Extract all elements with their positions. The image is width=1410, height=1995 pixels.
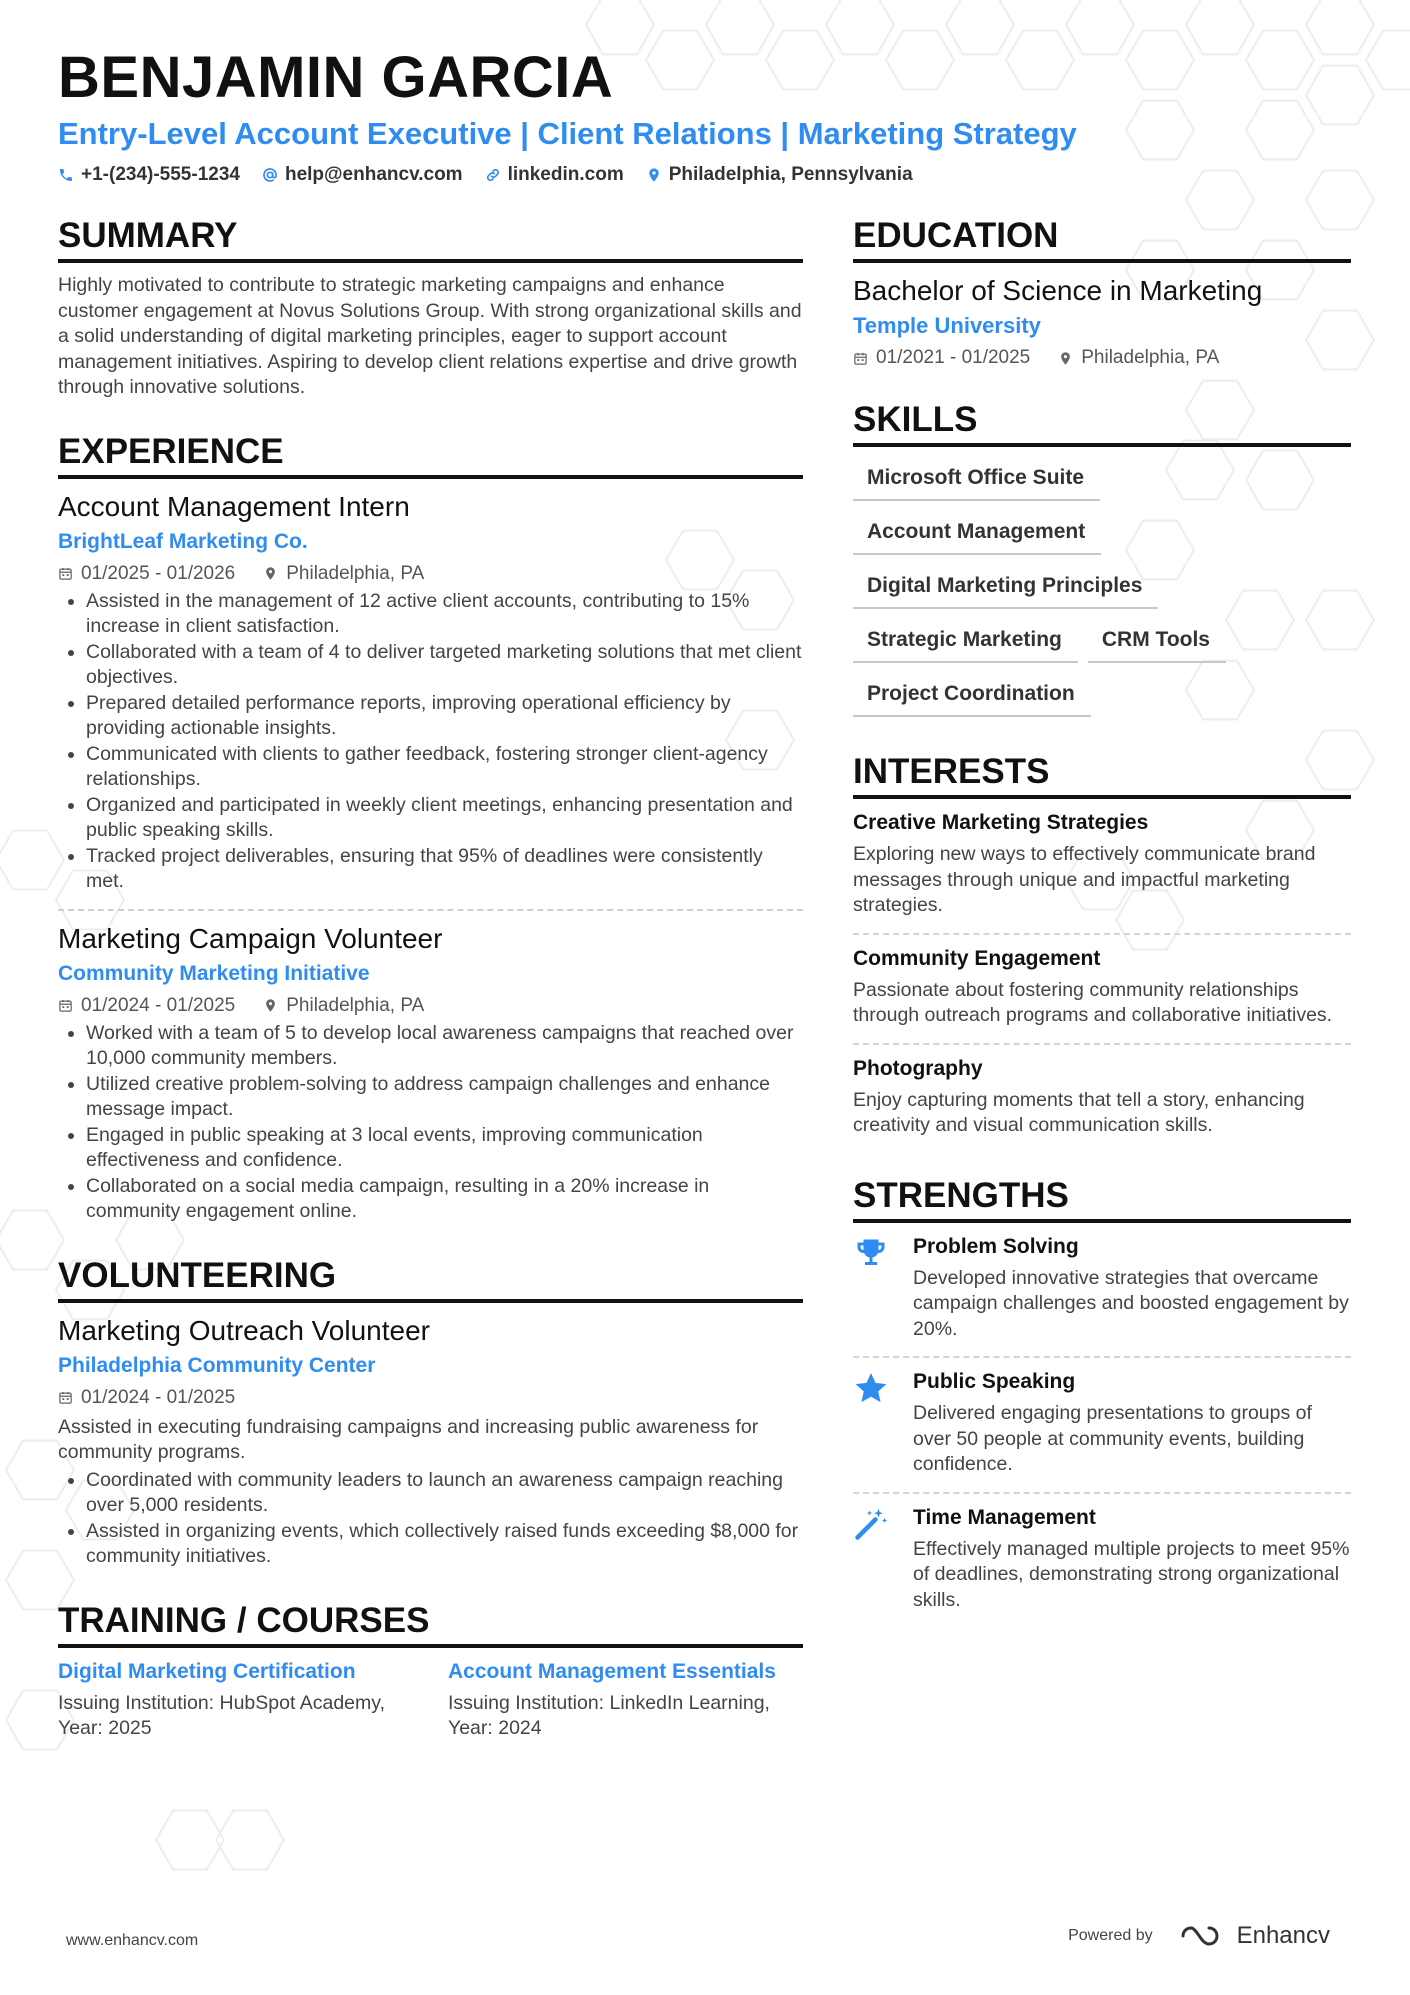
strength-item — [853, 1504, 1351, 1622]
map-pin-icon — [263, 998, 278, 1013]
job-dates: 01/2025 - 01/2026 — [81, 562, 236, 584]
job-bullets — [58, 589, 803, 895]
strength-divider — [853, 1492, 1351, 1494]
skill-tag: Project Coordination — [853, 673, 1091, 717]
map-pin-icon — [646, 167, 662, 183]
training-item — [58, 1658, 408, 1742]
bullet-item: • Engaged in public speaking at 3 local events, improving communication effectiveness and confidence. — [86, 1123, 803, 1174]
job-role: Marketing Campaign Volunteer — [58, 922, 443, 954]
strength-desc: Developed innovative strategies that overcame campaign challenges and boosted engagement by 20%. — [913, 1266, 1349, 1340]
interest-name: Creative Marketing Strategies — [853, 811, 1149, 834]
training-desc: Issuing Institution: LinkedIn Learning, Year: 2024 — [448, 1691, 770, 1739]
skill-tag: Digital Marketing Principles — [853, 565, 1158, 609]
training-item — [448, 1658, 798, 1742]
volunteering-entry — [58, 1313, 803, 1578]
bullet-item: • Prepared detailed performance reports, improving operational efficiency by providing actionable insights. — [86, 691, 803, 742]
summary-text: Highly motivated to contribute to strategic marketing campaigns and enhance customer engagement at Novus Solutions Group. With strong organizational skills and a solid understanding of digital marketing principles, eager to support account management initiatives. Aspiring to develop client relations expertise and drive growth through innovative solutions. — [58, 274, 802, 398]
bullet-item: • Assisted in the management of 12 active client accounts, contributing to 15% increase in client satisfaction. — [86, 589, 803, 640]
resume-header — [58, 44, 1358, 186]
contact-email[interactable] — [262, 164, 463, 186]
calendar-icon — [58, 1390, 73, 1405]
strengths-section — [853, 1175, 1351, 1622]
contact-linkedin[interactable] — [485, 164, 624, 186]
interest-item — [853, 809, 1351, 927]
interest-desc: Enjoy capturing moments that tell a story, enhancing creativity and visual communication skills. — [853, 1088, 1305, 1136]
strength-item — [853, 1368, 1351, 1486]
bullet-item: • Utilized creative problem-solving to address campaign challenges and enhance message impact. — [86, 1072, 803, 1123]
magic-wand-icon — [853, 1506, 889, 1542]
contact-location — [646, 164, 913, 186]
interest-divider — [853, 1043, 1351, 1045]
job-location: Philadelphia, PA — [286, 562, 425, 584]
volunteer-description: Assisted in executing fundraising campaigns and increasing public awareness for community programs. — [58, 1415, 759, 1463]
volunteer-org: Philadelphia Community Center — [58, 1353, 376, 1377]
volunteer-bullets — [58, 1468, 803, 1570]
contact-phone[interactable] — [58, 164, 240, 186]
bullet-item: • Coordinated with community leaders to launch an awareness campaign reaching over 5,000 residents. — [86, 1468, 803, 1519]
training-name: Digital Marketing Certification — [58, 1659, 356, 1683]
education-degree: Bachelor of Science in Marketing — [853, 275, 1263, 306]
skills-section — [853, 399, 1351, 717]
phone-text: +1-(234)-555-1234 — [81, 164, 240, 185]
summary-heading: SUMMARY — [58, 215, 803, 263]
enhancv-logo-icon — [1179, 1923, 1227, 1949]
training-heading: TRAINING / COURSES — [58, 1600, 803, 1648]
skills-heading: SKILLS — [853, 399, 1351, 447]
experience-heading: EXPERIENCE — [58, 431, 803, 479]
skill-tag: Strategic Marketing — [853, 619, 1078, 663]
calendar-icon — [58, 998, 73, 1013]
powered-by-label: Powered by — [1068, 1927, 1153, 1944]
footer-branding — [1068, 1922, 1330, 1950]
strengths-heading: STRENGTHS — [853, 1175, 1351, 1223]
education-location: Philadelphia, PA — [1081, 347, 1220, 368]
bullet-item: • Communicated with clients to gather feedback, fostering stronger client-agency relationships. — [86, 742, 803, 793]
left-column — [58, 215, 803, 1742]
at-sign-icon — [262, 167, 278, 183]
training-name: Account Management Essentials — [448, 1659, 776, 1683]
education-school: Temple University — [853, 313, 1041, 338]
job-meta — [58, 561, 803, 587]
entry-divider — [58, 909, 803, 911]
email-text: help@enhancv.com — [284, 164, 463, 185]
footer-website[interactable]: www.enhancv.com — [66, 1932, 199, 1949]
job-company: BrightLeaf Marketing Co. — [58, 529, 308, 553]
training-list — [58, 1658, 803, 1742]
volunteer-role: Marketing Outreach Volunteer — [58, 1314, 430, 1346]
job-bullets — [58, 1021, 803, 1225]
bullet-item: • Assisted in organizing events, which collectively raised funds exceeding $8,000 for community initiatives. — [86, 1519, 803, 1570]
brand-name: Enhancv — [1236, 1922, 1330, 1949]
interest-item — [853, 1055, 1351, 1147]
candidate-title: Entry-Level Account Executive | Client Relations | Marketing Strategy — [58, 116, 1077, 151]
interests-section — [853, 751, 1351, 1147]
job-role: Account Management Intern — [58, 490, 410, 522]
location-text: Philadelphia, Pennsylvania — [668, 164, 913, 185]
job-meta — [58, 993, 803, 1019]
strength-divider — [853, 1356, 1351, 1358]
right-column — [853, 215, 1351, 1621]
interests-heading: INTERESTS — [853, 751, 1351, 799]
skill-tag: Microsoft Office Suite — [853, 457, 1100, 501]
education-dates: 01/2021 - 01/2025 — [876, 347, 1031, 368]
phone-icon — [58, 167, 74, 183]
map-pin-icon — [263, 566, 278, 581]
volunteer-dates: 01/2024 - 01/2025 — [81, 1386, 236, 1408]
strength-name: Problem Solving — [913, 1234, 1079, 1258]
skills-list — [853, 457, 1351, 717]
experience-entry — [58, 921, 803, 1233]
education-section — [853, 215, 1351, 371]
volunteer-meta — [58, 1385, 803, 1411]
strength-item — [853, 1233, 1351, 1351]
candidate-name: BENJAMIN GARCIA — [58, 45, 614, 110]
experience-section — [58, 431, 803, 1233]
summary-section — [58, 215, 803, 401]
volunteering-heading: VOLUNTEERING — [58, 1255, 803, 1303]
calendar-icon — [853, 351, 868, 366]
strength-name: Time Management — [913, 1505, 1096, 1529]
job-dates: 01/2024 - 01/2025 — [81, 994, 236, 1016]
contact-info — [58, 164, 1358, 186]
training-section — [58, 1600, 803, 1742]
trophy-icon — [853, 1235, 889, 1271]
calendar-icon — [58, 566, 73, 581]
brand-logo[interactable] — [1179, 1922, 1330, 1950]
job-location: Philadelphia, PA — [286, 994, 425, 1016]
job-company: Community Marketing Initiative — [58, 961, 370, 985]
map-pin-icon — [1058, 351, 1073, 366]
interest-desc: Passionate about fostering community relationships through outreach programs and collaborative initiatives. — [853, 978, 1333, 1026]
interest-name: Community Engagement — [853, 946, 1101, 970]
interest-name: Photography — [853, 1056, 983, 1080]
skill-tag: CRM Tools — [1088, 619, 1226, 663]
strength-name: Public Speaking — [913, 1370, 1076, 1393]
interest-divider — [853, 933, 1351, 935]
bullet-item: • Tracked project deliverables, ensuring that 95% of deadlines were consistently met. — [86, 844, 803, 895]
education-heading: EDUCATION — [853, 215, 1351, 263]
experience-entry — [58, 489, 803, 903]
bullet-item: • Collaborated with a team of 4 to deliver targeted marketing solutions that met client objectives. — [86, 640, 803, 691]
education-meta — [853, 345, 1351, 371]
strength-desc: Effectively managed multiple projects to meet 95% of deadlines, demonstrating strong organizational skills. — [913, 1537, 1350, 1611]
skill-tag: Account Management — [853, 511, 1101, 555]
bullet-item: • Worked with a team of 5 to develop local awareness campaigns that reached over 10,000 community members. — [86, 1021, 803, 1072]
training-desc: Issuing Institution: HubSpot Academy, Year: 2025 — [58, 1691, 385, 1739]
star-icon — [853, 1370, 889, 1406]
link-icon — [485, 167, 501, 183]
strength-desc: Delivered engaging presentations to groups of over 50 people at community events, building confidence. — [913, 1402, 1312, 1475]
interest-item — [853, 945, 1351, 1037]
interest-desc: Exploring new ways to effectively communicate brand messages through unique and impactful marketing strategies. — [853, 843, 1316, 916]
bullet-item: • Organized and participated in weekly client meetings, enhancing presentation and public speaking skills. — [86, 793, 803, 844]
linkedin-text: linkedin.com — [507, 164, 624, 185]
volunteering-section — [58, 1255, 803, 1578]
bullet-item: • Collaborated on a social media campaign, resulting in a 20% increase in community engagement online. — [86, 1174, 803, 1225]
